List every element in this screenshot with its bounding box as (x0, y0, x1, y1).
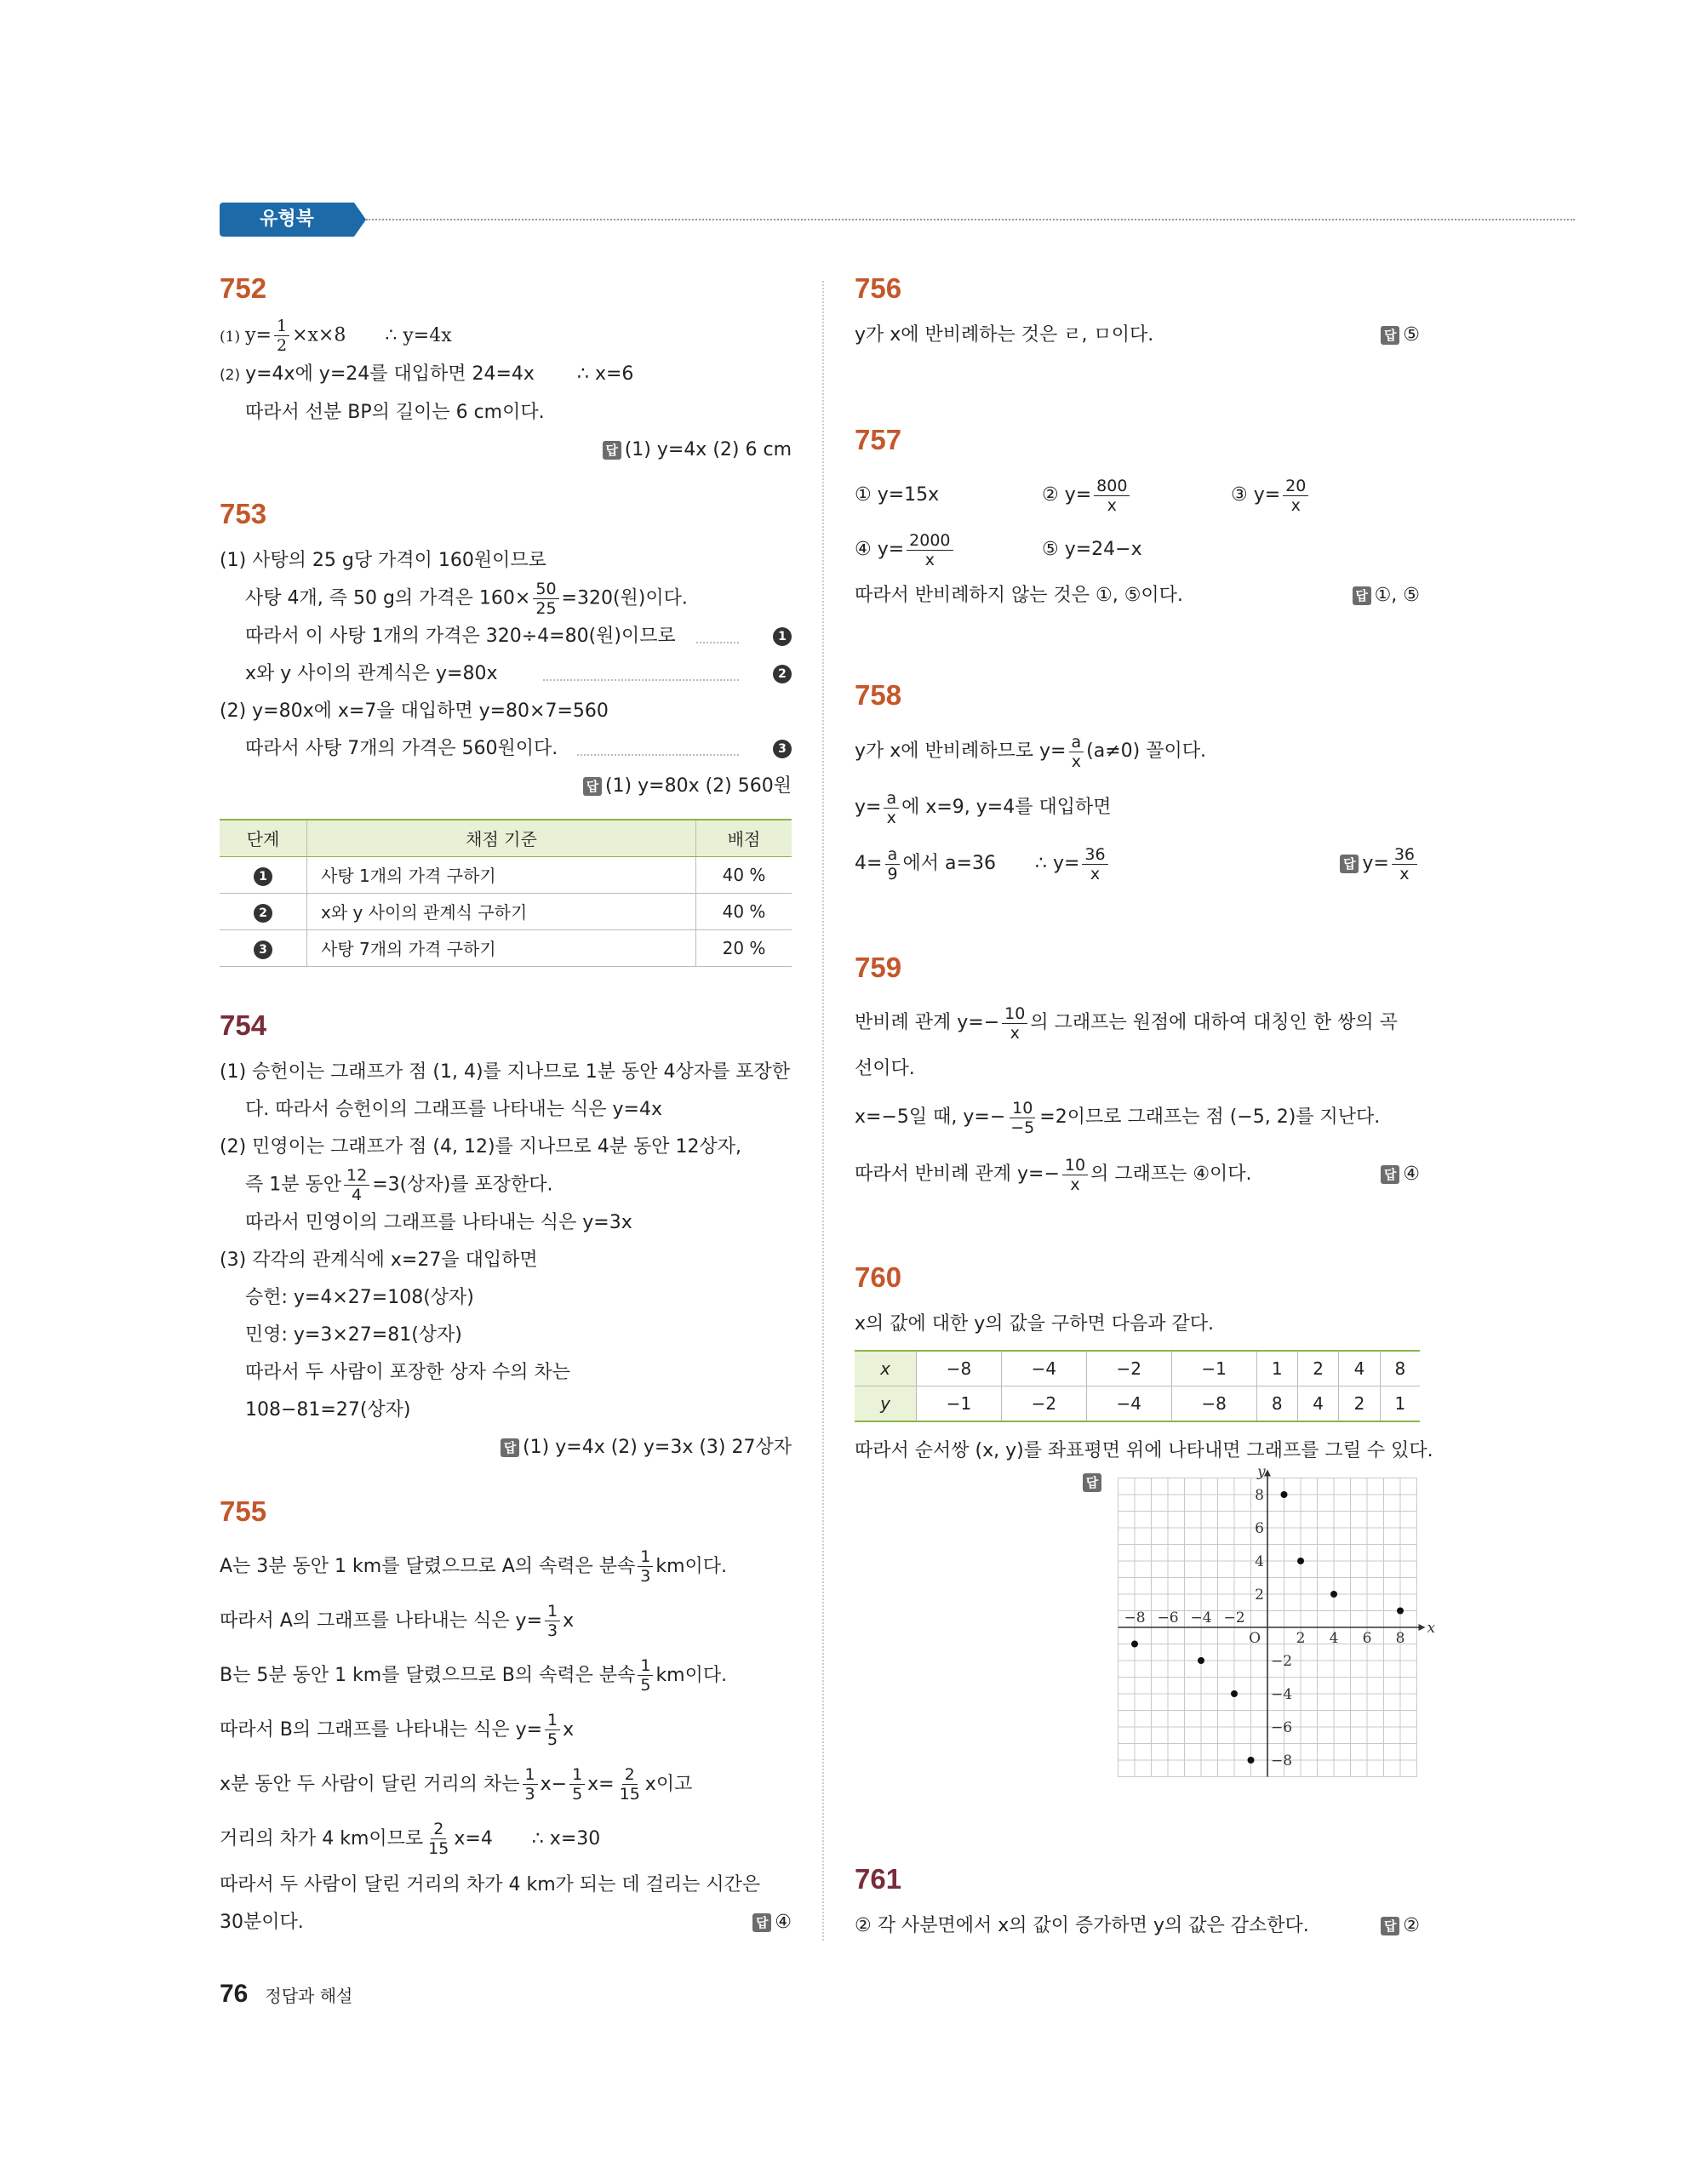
problem-number: 753 (220, 497, 267, 529)
solution-line: 4= $\frac{a}{9}$ 에서 a=36 ∴ y= $\frac{36}{x}$ 답 y= $\frac{36}{x}$ (855, 836, 1420, 892)
answer: 답 (1) y=80x (2) 560원 (220, 768, 792, 805)
fraction: $\frac{800}{x}$ (1094, 477, 1130, 515)
step-marker: 1 (773, 627, 792, 646)
fraction: $\frac{1}{5}$ (545, 1711, 560, 1749)
data-point (1248, 1757, 1255, 1764)
solution-line: 승헌: y=4×27=108(상자) (245, 1286, 474, 1308)
y-tick-label: −6 (1271, 1719, 1293, 1736)
problem-number: 759 (855, 952, 902, 983)
solution-line: 따라서 이 사탕 1개의 가격은 320÷4=80(원)이므로 1 (220, 618, 792, 655)
solution-line: 따라서 사탕 7개의 가격은 560원이다. 3 (220, 730, 792, 768)
solution-line: 30분이다. 답 ④ (220, 1911, 792, 1933)
y-tick-label: 4 (1255, 1553, 1264, 1570)
problem-number: 754 (220, 1009, 267, 1041)
data-point (1297, 1558, 1304, 1564)
problem-752 (220, 272, 792, 469)
answer-mark: 답 (1083, 1473, 1101, 1492)
coordinate-graph (1110, 1463, 1436, 1785)
value-table (855, 1350, 1420, 1422)
y-tick-label: −4 (1271, 1686, 1293, 1703)
fraction: $\frac{1}{2}$ (274, 317, 289, 355)
solution-line: 따라서 순서쌍 (x, y)를 좌표평면 위에 나타내면 그래프를 그릴 수 있다. (855, 1440, 1433, 1461)
x-tick-label: 8 (1395, 1630, 1405, 1647)
y-axis-label: y (1257, 1463, 1266, 1481)
problem-754 (220, 1009, 792, 1466)
section-badge: 유형북 (220, 203, 354, 237)
table-row: 2 x와 y 사이의 관계식 구하기 40 % (220, 893, 792, 929)
x-tick-label: −2 (1223, 1609, 1245, 1627)
solution-line: x와 y 사이의 관계식은 y=80x 2 (220, 655, 792, 693)
fraction: $\frac{1}{5}$ (638, 1656, 653, 1695)
solution-line: 선이다. (855, 1058, 915, 1079)
fraction: $\frac{a}{9}$ (884, 845, 900, 883)
table-row: 3 사탕 7개의 가격 구하기 20 % (220, 929, 792, 966)
data-point (1131, 1641, 1138, 1648)
solution-line: (2) 민영이는 그래프가 점 (4, 12)를 지나므로 4분 동안 12상자, (220, 1135, 742, 1158)
x-tick-label: −4 (1190, 1609, 1212, 1627)
x-tick-label: 4 (1329, 1630, 1339, 1647)
solution-line: ① y=15x ② y= $\frac{800}{x}$ ③ y= $\frac{20}{x}$ (855, 468, 1420, 523)
solution-line: B는 5분 동안 1 km를 달렸으므로 B의 속력은 분속 $\frac{1}{5}$ km이다. (220, 1656, 728, 1695)
table-row: y −1 −2 −4 −8 8 4 2 1 (855, 1386, 1420, 1422)
problem-number: 756 (855, 272, 902, 304)
fraction: $\frac{10}{x}$ (1002, 1004, 1027, 1043)
fraction: $\frac{10}{-5}$ (1010, 1098, 1035, 1137)
problem-758 (855, 679, 1420, 892)
solution-line: y가 x에 반비례하므로 y= $\frac{a}{x}$ (a≠0) 꼴이다. (855, 732, 1206, 771)
x-axis-arrow (1419, 1624, 1426, 1631)
solution-line: x=−5일 때, y=− $\frac{10}{-5}$ =2이므로 그래프는 점 (−5, 2)를 지난다. (855, 1098, 1381, 1137)
step-marker: 3 (773, 740, 792, 758)
fraction: $\frac{36}{x}$ (1082, 845, 1107, 883)
section-name: 정답과 해설 (265, 1986, 353, 2006)
answer-mark: 답 (1381, 1917, 1399, 1935)
solution-line: (1) y= $\frac{1}{2}$ ×x×8 ∴ y=4x (220, 317, 452, 355)
column-divider (822, 281, 824, 1941)
solution-line: 따라서 두 사람이 달린 거리의 차가 4 km가 되는 데 걸리는 시간은 (220, 1873, 761, 1895)
y-tick-label: 2 (1255, 1587, 1264, 1604)
x-axis-label: x (1427, 1620, 1436, 1637)
fraction: $\frac{1}{3}$ (638, 1547, 653, 1586)
solution-line: (3) 각각의 관계식에 x=27을 대입하면 (220, 1249, 538, 1271)
problem-761 (855, 1863, 1420, 1945)
problem-number: 758 (855, 679, 902, 711)
problem-753 (220, 498, 792, 967)
fraction: $\frac{a}{x}$ (1069, 733, 1084, 771)
problem-760 (855, 1261, 1436, 1787)
table-row: 1 사탕 1개의 가격 구하기 40 % (220, 856, 792, 893)
problem-number: 752 (220, 272, 267, 304)
solution-line: 따라서 선분 BP의 길이는 6 cm이다. (245, 401, 545, 423)
y-tick-label: 8 (1255, 1487, 1264, 1504)
solution-line: ② 각 사분면에서 x의 값이 증가하면 y의 값은 감소한다. 답 ② (855, 1915, 1420, 1936)
x-tick-label: −8 (1124, 1609, 1146, 1627)
step-marker: 2 (773, 665, 792, 683)
problem-number: 755 (220, 1495, 267, 1527)
solution-line: x의 값에 대한 y의 값을 구하면 다음과 같다. (855, 1313, 1215, 1335)
solution-line: 다. 따라서 승헌이의 그래프를 나타내는 식은 y=4x (245, 1098, 662, 1120)
right-column (855, 272, 1436, 1945)
solution-line: (1) 승헌이는 그래프가 점 (1, 4)를 지나므로 1분 동안 4상자를 포장한 (220, 1061, 791, 1083)
solution-line: 민영: y=3×27=81(상자) (245, 1324, 462, 1346)
solution-line: (2) y=80x에 x=7을 대입하면 y=80×7=560 (220, 700, 609, 722)
solution-line: A는 3분 동안 1 km를 달렸으므로 A의 속력은 분속 $\frac{1}{3}$ km이다. (220, 1547, 728, 1586)
solution-line: 따라서 B의 그래프를 나타내는 식은 y= $\frac{1}{5}$ x (220, 1711, 575, 1749)
solution-line: 따라서 두 사람이 포장한 상자 수의 차는 (245, 1361, 570, 1383)
problem-number: 760 (855, 1261, 902, 1293)
answer-mark: 답 (1381, 1165, 1399, 1184)
fraction: $\frac{1}{3}$ (545, 1602, 560, 1640)
graph-answer (855, 1463, 1436, 1787)
table-row: x −8 −4 −2 −1 1 2 4 8 (855, 1351, 1420, 1386)
solution-line: 따라서 A의 그래프를 나타내는 식은 y= $\frac{1}{3}$ x (220, 1602, 575, 1640)
fraction: $\frac{2}{15}$ (428, 1820, 449, 1858)
solution-line: (2) y=4x에 y=24를 대입하면 24=4x ∴ x=6 (220, 363, 634, 385)
solution-line: 따라서 반비례 관계 y=− $\frac{10}{x}$ 의 그래프는 ④이다. 답 ④ (855, 1155, 1420, 1194)
problem-755 (220, 1495, 792, 1941)
fraction: $\frac{20}{x}$ (1283, 477, 1308, 515)
data-point (1198, 1657, 1204, 1664)
header-rule (366, 219, 1575, 220)
answer-mark: 답 (1340, 855, 1359, 873)
solution-line: 따라서 민영이의 그래프를 나타내는 식은 y=3x (245, 1211, 632, 1233)
answer-mark: 답 (603, 441, 621, 460)
solution-line: 즉 1분 동안 $\frac{12}{4}$ =3(상자)를 포장한다. (245, 1165, 553, 1204)
x-tick-label: 6 (1362, 1630, 1372, 1647)
fraction: $\frac{10}{x}$ (1062, 1156, 1088, 1194)
solution-line: y가 x에 반비례하는 것은 ㄹ, ㅁ이다. 답 ⑤ (855, 324, 1420, 346)
answer-mark: 답 (1353, 586, 1371, 605)
page-number: 76 (220, 1980, 249, 2008)
fraction: $\frac{1}{5}$ (569, 1765, 585, 1804)
solution-line: 사탕 4개, 즉 50 g의 가격은 160× $\frac{50}{25}$ =320(원)이다. (245, 579, 688, 618)
fraction: $\frac{a}{x}$ (884, 789, 899, 827)
answer-mark: 답 (752, 1913, 771, 1932)
solution-line: (1) 사탕의 25 g당 가격이 160원이므로 (220, 549, 546, 571)
data-point (1281, 1491, 1288, 1498)
origin-label: O (1249, 1630, 1261, 1647)
answer: 답 (1) y=4x (2) 6 cm (220, 432, 792, 469)
problem-759 (855, 952, 1420, 1202)
solution-line: ④ y= $\frac{2000}{x}$ ⑤ y=24−x (855, 530, 1142, 569)
answer-mark: 답 (583, 777, 602, 796)
left-column (220, 272, 792, 1941)
solution-line: 따라서 반비례하지 않는 것은 ①, ⑤이다. 답 ①, ⑤ (855, 585, 1420, 606)
solution-line: 반비례 관계 y=− $\frac{10}{x}$ 의 그래프는 원점에 대하여 대칭인 한 쌍의 곡 (855, 1003, 1398, 1043)
page-footer (220, 1980, 352, 2009)
grading-table: 단계 채점 기준 배점 1 사탕 1개의 가격 구하기 40 % 2 x와 y 사이의 관계식 구하기 40 % 3 사탕 7개의 가격 구하기 20 % (220, 819, 792, 967)
solution-line: y= $\frac{a}{x}$ 에 x=9, y=4를 대입하면 (855, 788, 1112, 827)
y-tick-label: 6 (1255, 1520, 1264, 1537)
problem-number: 757 (855, 424, 902, 455)
answer-mark: 답 (501, 1438, 519, 1457)
solution-line: x분 동안 두 사람이 달린 거리의 차는 $\frac{1}{3}$ x− $\frac{1}{5}$ x= $\frac{2}{15}$ x이고 (220, 1765, 693, 1804)
answer-mark: 답 (1381, 326, 1399, 345)
fraction: $\frac{12}{4}$ (344, 1166, 369, 1204)
solution-line: 거리의 차가 4 km이므로 $\frac{2}{15}$ x=4 ∴ x=30 (220, 1820, 601, 1858)
problem-757 (855, 424, 1420, 615)
answer: 답 (1) y=4x (2) y=3x (3) 27상자 (220, 1429, 792, 1466)
fraction: $\frac{2}{15}$ (619, 1765, 640, 1804)
fraction: $\frac{2000}{x}$ (907, 531, 953, 569)
fraction: $\frac{1}{3}$ (523, 1765, 538, 1804)
fraction: $\frac{36}{x}$ (1392, 845, 1417, 883)
data-point (1330, 1591, 1337, 1598)
data-point (1397, 1608, 1404, 1615)
x-tick-label: −6 (1157, 1609, 1179, 1627)
y-tick-label: −8 (1271, 1752, 1293, 1769)
y-tick-label: −2 (1271, 1653, 1293, 1670)
problem-number: 761 (855, 1863, 902, 1895)
problem-756 (855, 272, 1420, 354)
solution-line: 108−81=27(상자) (245, 1398, 411, 1421)
data-point (1231, 1690, 1238, 1697)
fraction: $\frac{50}{25}$ (533, 580, 558, 618)
x-tick-label: 2 (1296, 1630, 1306, 1647)
